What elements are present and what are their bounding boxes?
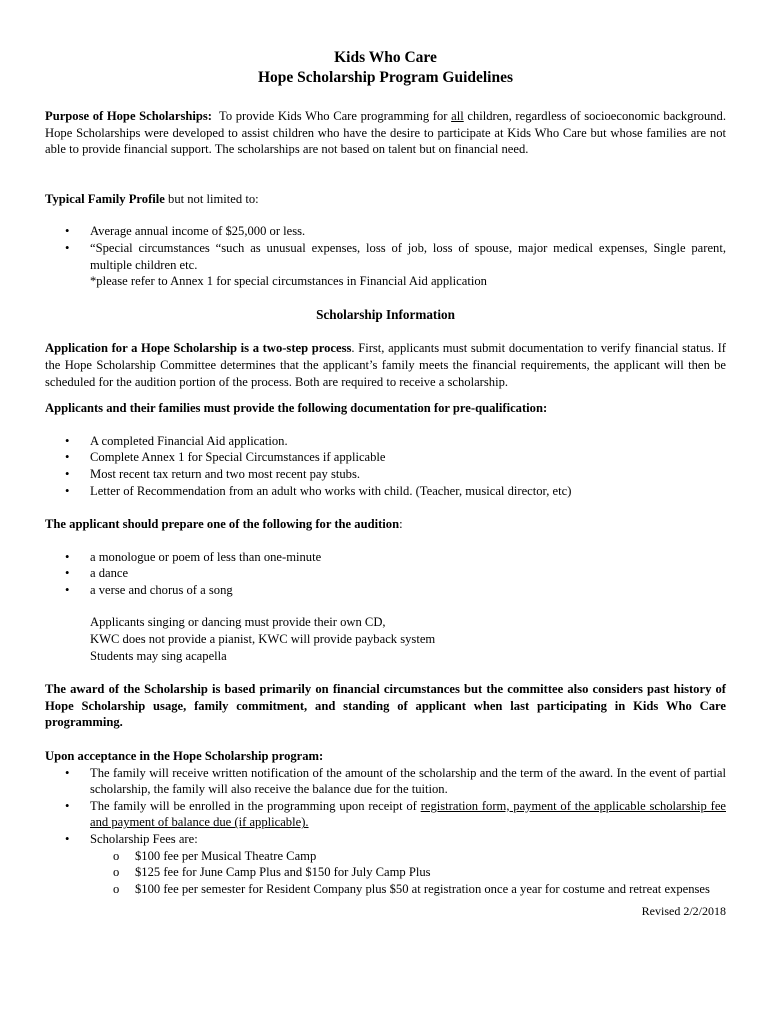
award-statement-text: The award of the Scholarship is based primarily on financial circumstances but the committee also considers past history of Hope Scholarship usage, family commitment, and standing of applicant when last participating in Kids Who Care programming. [45,682,726,730]
document-title: Hope Scholarship Program Guidelines [257,69,514,86]
award-statement [45,681,726,731]
audition-notes [45,614,726,664]
acceptance-list [45,765,726,898]
prequal-heading-text: Applicants and their families must provide the following documentation for pre-qualification: [45,401,548,416]
org-title: Kids Who Care [334,49,437,66]
list-item: • A completed Financial Aid application. [45,433,726,450]
list-item [45,240,726,290]
list-item: • a dance [45,565,726,582]
list-item: • Letter of Recommendation from an adult who works with child. (Teacher, musical director, etc) [45,483,726,500]
acceptance-heading [45,748,726,765]
enroll-requirements: registration form, payment of the applicable scholarship fee and payment of balance due (if applicable). [90,798,726,830]
profile-suffix: but not limited to: [168,191,259,206]
audition-list [45,549,726,599]
fee-item: o $100 fee per semester for Resident Company plus $50 at registration once a year for costume and retreat expenses [45,881,726,898]
list-item: • The family will receive written notification of the amount of the scholarship and the term of the award. In the event of partial scholarship, the family will also receive the balance due for the tuition. [45,765,726,798]
audition-note: Applicants singing or dancing must provide their own CD, [90,615,386,630]
purpose-text-a: To provide Kids Who Care programming for [219,109,448,123]
fee-item: o $125 fee for June Camp Plus and $150 for July Camp Plus [45,864,726,881]
revised-date: Revised 2/2/2018 [641,904,726,919]
list-item [45,798,726,831]
fee-item: o $100 fee per Musical Theatre Camp [45,848,726,865]
enroll-text: The family will be enrolled in the programming upon receipt of [90,798,417,813]
prequal-list [45,433,726,499]
audition-note: KWC does not provide a pianist, KWC will provide payback system [90,632,436,647]
audition-heading-text: The applicant should prepare one of the following for the audition [45,517,400,532]
purpose-paragraph [45,108,726,158]
list-item [45,831,726,897]
list-item: • Complete Annex 1 for Special Circumstances if applicable [45,449,726,466]
list-item: • a monologue or poem of less than one-minute [45,549,726,566]
audition-colon: : [399,517,403,532]
profile-heading [45,191,726,208]
acceptance-heading-text: Upon acceptance in the Hope Scholarship program: [45,749,324,764]
annex-note: *please refer to Annex 1 for special circumstances in Financial Aid application [90,274,487,289]
list-item: • a verse and chorus of a song [45,582,726,599]
profile-label: Typical Family Profile [45,191,165,206]
application-label: Application for a Hope Scholarship is a two-step process [45,341,352,356]
profile-list [45,223,726,289]
application-paragraph [45,340,726,390]
application-text: . First, applicants must submit documentation to verify financial status. If the Hope Scholarship Committee determines that the applicant’s family meets the financial requirements, the applicant will then be scheduled for the audition portion of the process. Both are required to receive a scholarship. [45,341,726,389]
fees-label: Scholarship Fees are: [90,832,198,846]
purpose-all: all [451,109,464,123]
document-page [45,48,726,920]
scholarship-info-heading: Scholarship Information [316,306,455,322]
audition-note: Students may sing acapella [90,648,227,663]
purpose-text-b: children, regardless of socioeconomic background. Hope Scholarships were developed to assist children who have the desire to participate at Kids Who Care but whose families are not able to provide financial support. The scholarships are not based on talent but on financial need. [45,109,726,157]
list-item-text: “Special circumstances “such as unusual expenses, loss of job, loss of spouse, major medical expenses, Single parent, multiple children etc. [90,240,726,272]
audition-heading [45,516,726,533]
list-item: • Most recent tax return and two most recent pay stubs. [45,466,726,483]
purpose-label: Purpose of Hope Scholarships: [45,109,212,123]
fees-list [45,848,726,898]
list-item: • Average annual income of $25,000 or less. [45,223,726,240]
prequal-heading [45,400,726,417]
